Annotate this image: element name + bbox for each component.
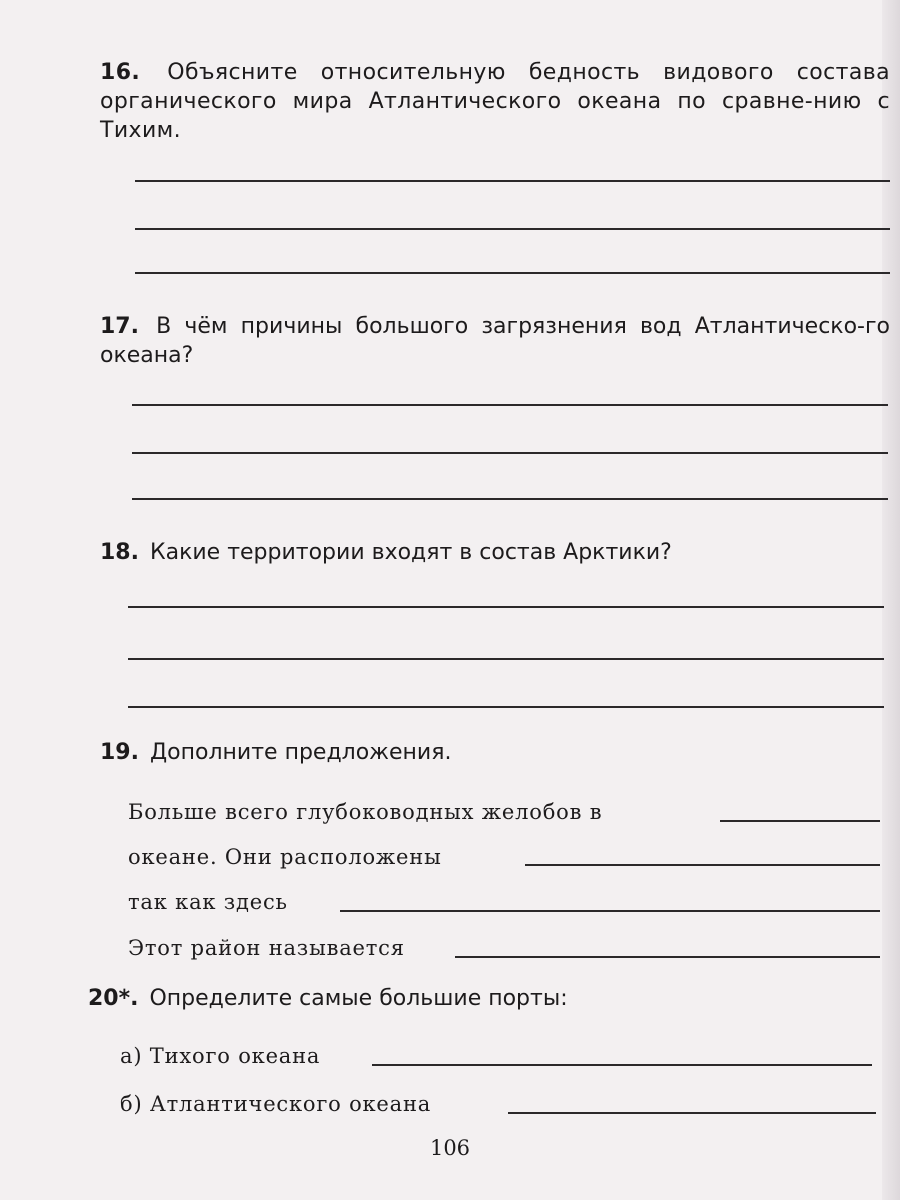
- fill-blank-line[interactable]: [372, 1064, 872, 1066]
- answer-line[interactable]: [135, 272, 890, 274]
- question-20: [88, 984, 568, 1013]
- fill-sentence: океане. Они расположены: [128, 845, 442, 869]
- answer-line[interactable]: [132, 452, 888, 454]
- question-16: [100, 58, 890, 145]
- fill-blank-line[interactable]: [525, 864, 880, 866]
- question-19: [100, 738, 451, 767]
- question-text: Какие территории входят в состав Арктики?: [149, 540, 672, 565]
- fill-blank-line[interactable]: [340, 910, 880, 912]
- answer-line[interactable]: [135, 180, 890, 182]
- question-text: Определите самые большие порты:: [149, 986, 568, 1011]
- question-text: В чём причины большого загрязнения вод Атлантическо-го океана?: [100, 314, 890, 368]
- answer-line[interactable]: [135, 228, 890, 230]
- question-number: 18.: [100, 540, 139, 565]
- question-number: 19.: [100, 740, 139, 765]
- answer-line[interactable]: [128, 606, 884, 608]
- answer-line[interactable]: [128, 658, 884, 660]
- port-item-atlantic: б) Атлантического океана: [120, 1092, 432, 1116]
- fill-sentence: Больше всего глубоководных желобов в: [128, 800, 603, 824]
- answer-line[interactable]: [128, 706, 884, 708]
- question-number: 17.: [100, 314, 139, 339]
- fill-blank-line[interactable]: [455, 956, 880, 958]
- fill-sentence: так как здесь: [128, 890, 288, 914]
- answer-line[interactable]: [132, 404, 888, 406]
- port-item-pacific: а) Тихого океана: [120, 1044, 321, 1068]
- fill-blank-line[interactable]: [508, 1112, 876, 1114]
- fill-blank-line[interactable]: [720, 820, 880, 822]
- question-18: [100, 538, 672, 567]
- question-number: 16.: [100, 60, 141, 85]
- question-number: 20*.: [88, 986, 139, 1011]
- fill-sentence: Этот район называется: [128, 936, 405, 960]
- question-text: Дополните предложения.: [149, 740, 452, 765]
- answer-line[interactable]: [132, 498, 888, 500]
- question-text: Объясните относительную бедность видового состава органического мира Атлантического океана по сравне-нию с Тихим.: [100, 60, 890, 143]
- page-number: 106: [429, 1136, 471, 1160]
- question-17: [100, 312, 890, 370]
